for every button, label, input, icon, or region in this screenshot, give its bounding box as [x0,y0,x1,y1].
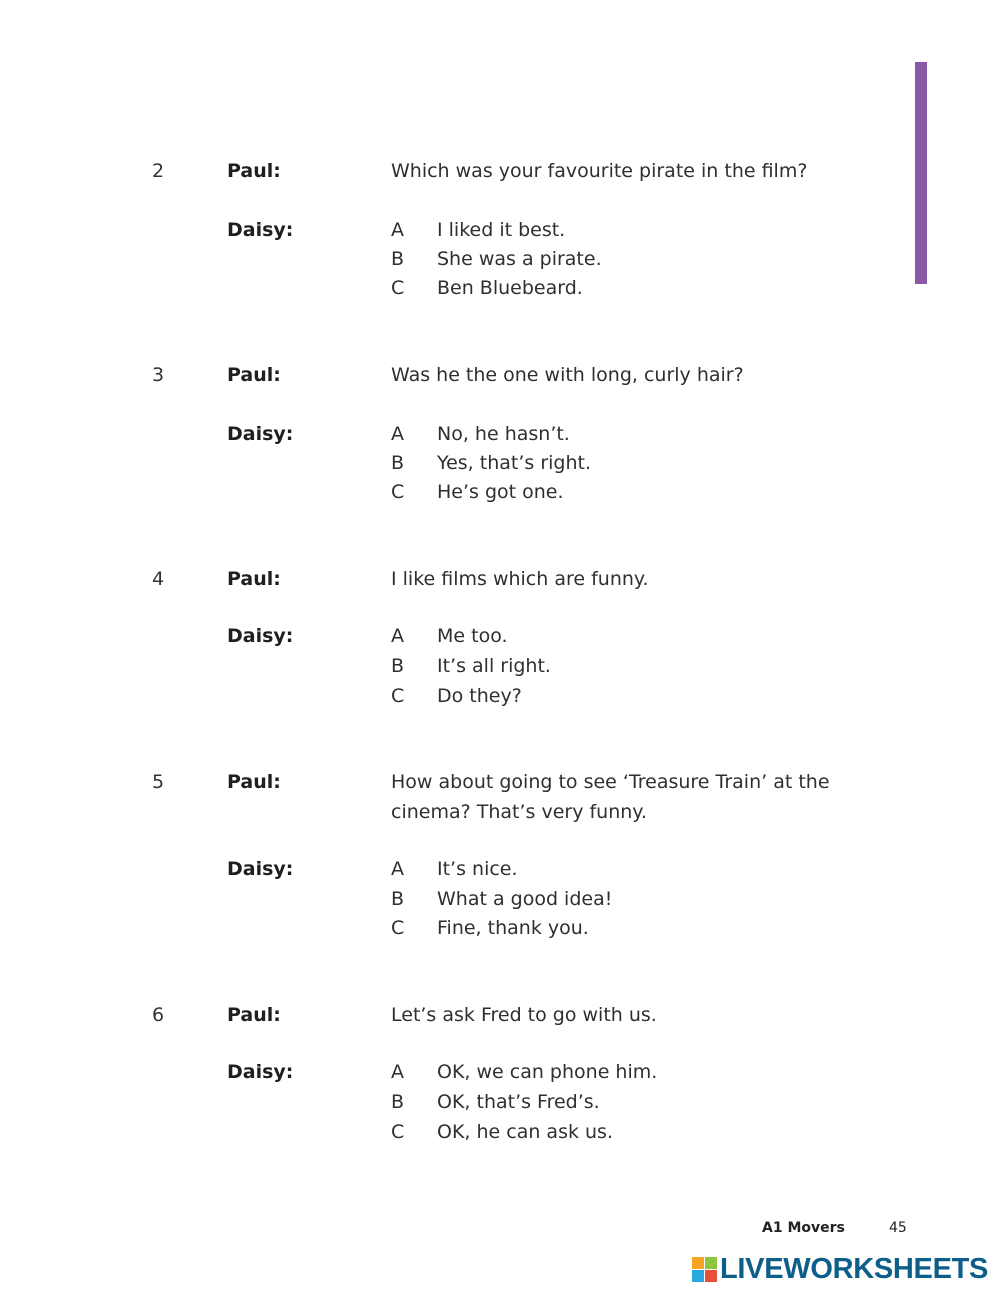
question-prompt: I like films which are funny. [391,568,649,590]
speaker-paul: Paul: [227,771,281,793]
footer-book-title: A1 Movers [762,1220,845,1236]
option-letter: A [391,858,404,880]
question-number: 3 [152,364,165,386]
option-text[interactable]: What a good idea! [437,888,613,910]
option-text[interactable]: OK, that’s Fred’s. [437,1091,600,1113]
option-text[interactable]: OK, we can phone him. [437,1061,658,1083]
speaker-daisy: Daisy: [227,625,294,647]
speaker-paul: Paul: [227,568,281,590]
option-text[interactable]: I liked it best. [437,219,566,241]
question-prompt: Let’s ask Fred to go with us. [391,1004,657,1026]
speaker-daisy: Daisy: [227,1061,294,1083]
option-text[interactable]: It’s all right. [437,655,551,677]
option-letter: C [391,277,405,299]
option-letter: A [391,625,404,647]
question-number: 4 [152,568,165,590]
option-text[interactable]: Yes, that’s right. [437,452,591,474]
speaker-paul: Paul: [227,364,281,386]
speaker-daisy: Daisy: [227,219,294,241]
question-prompt: Was he the one with long, curly hair? [391,364,744,386]
option-text[interactable]: Me too. [437,625,508,647]
option-letter: B [391,1091,405,1113]
option-letter: C [391,481,405,503]
option-text[interactable]: She was a pirate. [437,248,602,270]
option-letter: A [391,219,404,241]
option-text[interactable]: OK, he can ask us. [437,1121,614,1143]
option-letter: B [391,888,405,910]
speaker-paul: Paul: [227,160,281,182]
question-prompt: Which was your favourite pirate in the film? [391,160,808,182]
option-text[interactable]: Do they? [437,685,522,707]
liveworksheets-logo-icon [692,1257,717,1282]
speaker-daisy: Daisy: [227,858,294,880]
speaker-paul: Paul: [227,1004,281,1026]
option-letter: C [391,917,405,939]
footer-page-number: 45 [889,1220,907,1236]
option-letter: C [391,1121,405,1143]
option-text[interactable]: No, he hasn’t. [437,423,570,445]
option-text[interactable]: He’s got one. [437,481,564,503]
speaker-daisy: Daisy: [227,423,294,445]
option-text[interactable]: Ben Bluebeard. [437,277,583,299]
brand-name: LIVEWORKSHEETS [720,1252,989,1285]
question-prompt: How about going to see ‘Treasure Train’ at the cinema? That’s very funny. [391,771,830,823]
brand-watermark[interactable] [692,1253,988,1285]
option-letter: A [391,423,404,445]
option-letter: C [391,685,405,707]
option-text[interactable]: Fine, thank you. [437,917,589,939]
section-color-bar [915,62,927,284]
option-letter: A [391,1061,404,1083]
option-letter: B [391,655,405,677]
option-letter: B [391,248,405,270]
option-text[interactable]: It’s nice. [437,858,518,880]
question-number: 6 [152,1004,165,1026]
question-number: 2 [152,160,165,182]
option-letter: B [391,452,405,474]
question-number: 5 [152,771,165,793]
